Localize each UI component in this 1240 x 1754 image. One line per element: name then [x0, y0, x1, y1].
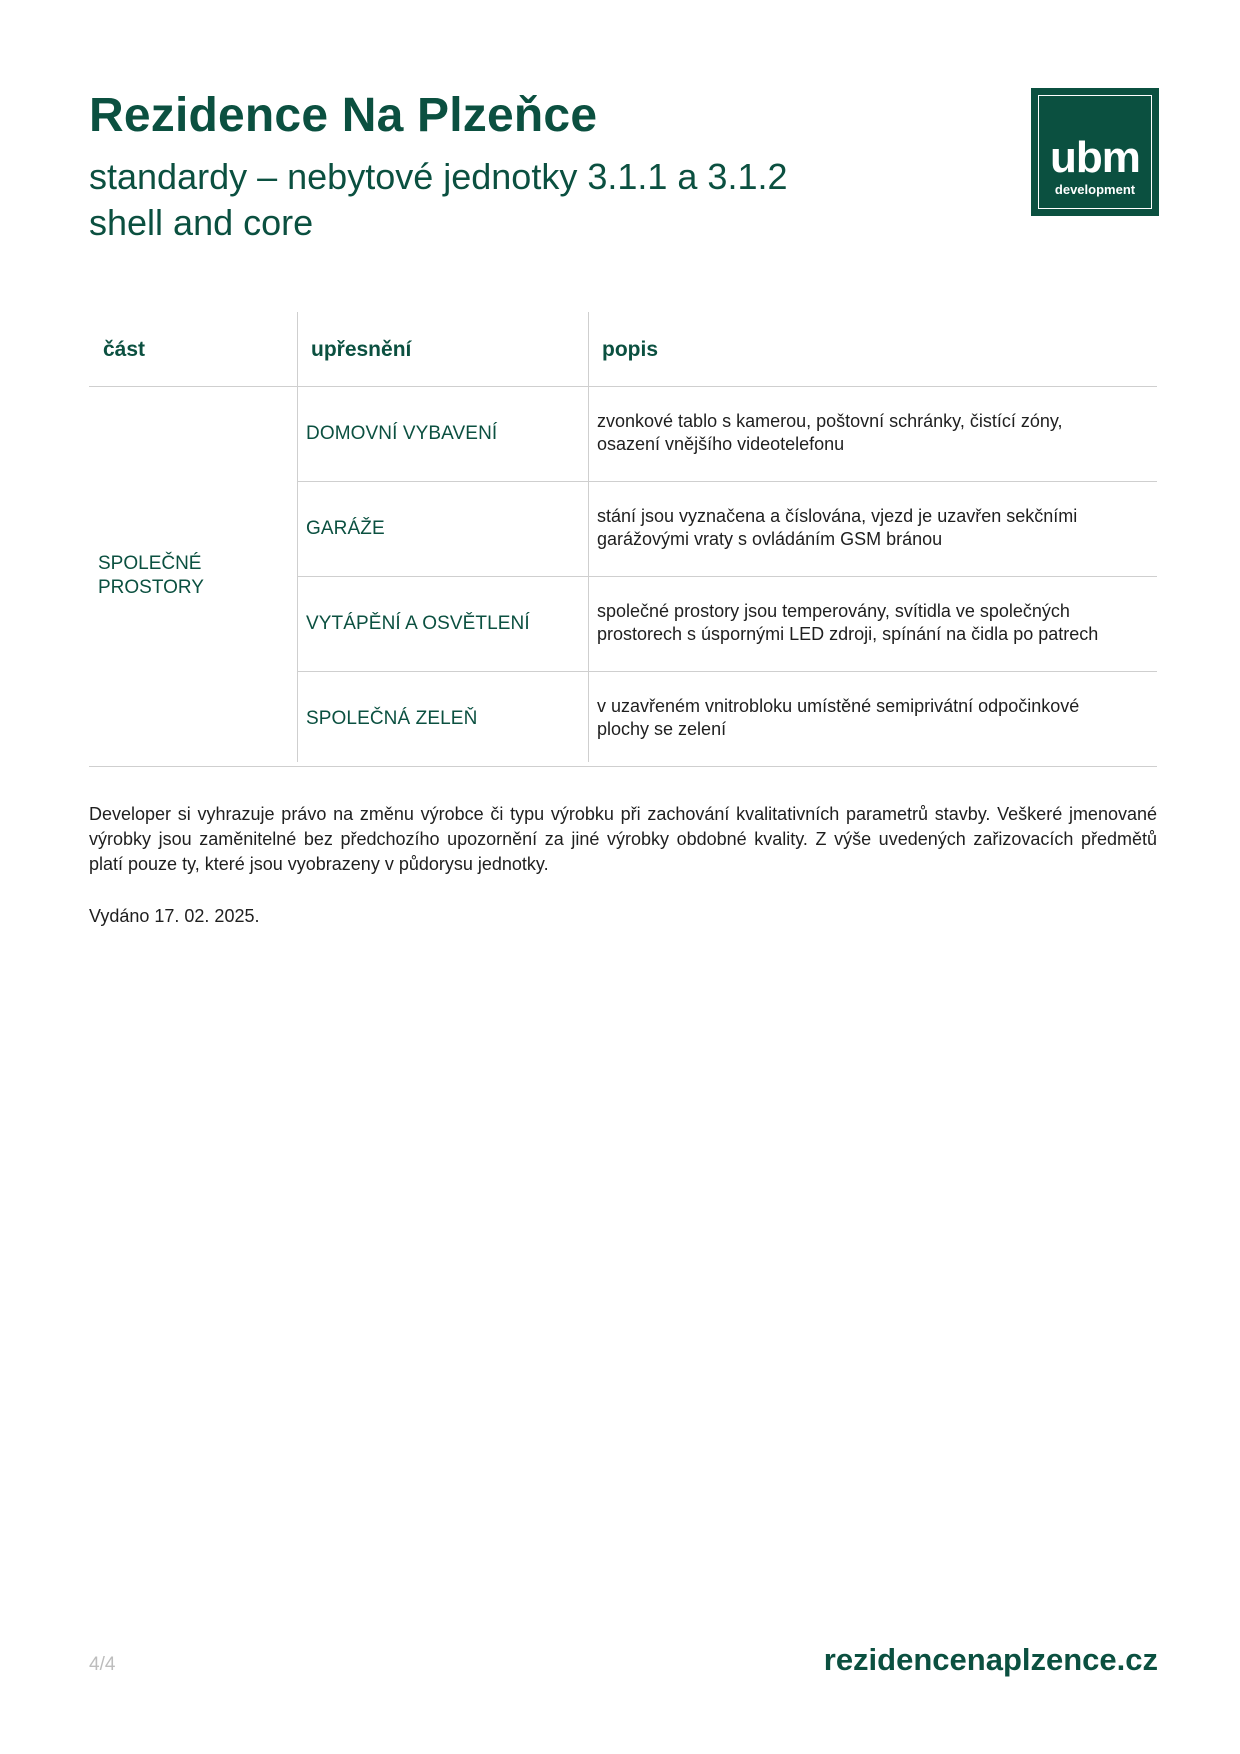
- column-divider: [588, 312, 589, 762]
- popis-line: prostorech s úspornými LED zdroji, spínání na čidla po patrech: [597, 624, 1099, 644]
- row-popis: [597, 505, 1157, 551]
- section-label: [98, 552, 204, 600]
- popis-line: osazení vnějšího videotelefonu: [597, 434, 845, 454]
- page-title: Rezidence Na Plzeňce: [89, 89, 598, 142]
- popis-line: společné prostory jsou temperovány, svítidla ve společných: [597, 601, 1070, 621]
- issue-date: Vydáno 17. 02. 2025.: [89, 906, 260, 926]
- subtitle-line-2: shell and core: [89, 202, 314, 243]
- page-number: 4/4: [89, 1654, 116, 1675]
- row-popis: [597, 600, 1157, 646]
- subtitle-line-1: standardy – nebytové jednotky 3.1.1 a 3.1.2: [89, 156, 788, 197]
- row-popis: [597, 695, 1157, 741]
- column-header-cast: část: [103, 338, 146, 361]
- column-divider: [297, 312, 298, 762]
- row-upresneni: SPOLEČNÁ ZELEŇ: [306, 708, 478, 729]
- page-subtitle: [89, 154, 787, 246]
- standards-table: [89, 312, 1157, 762]
- popis-line: plochy se zelení: [597, 719, 727, 739]
- column-header-upresneni: upřesnění: [311, 338, 412, 361]
- row-rule: [297, 671, 1157, 672]
- table-bottom-rule: [89, 766, 1157, 767]
- section-label-line-1: SPOLEČNÉ: [98, 553, 202, 574]
- row-upresneni: DOMOVNÍ VYBAVENÍ: [306, 423, 498, 444]
- popis-line: v uzavřeném vnitrobloku umístěné semiprivátní odpočinkové: [597, 696, 1080, 716]
- popis-line: stání jsou vyznačena a číslována, vjezd je uzavřen sekčními: [597, 506, 1078, 526]
- row-rule: [297, 576, 1157, 577]
- website-link[interactable]: rezidencenaplzence.cz: [823, 1642, 1158, 1677]
- row-rule: [297, 481, 1157, 482]
- popis-line: zvonkové tablo s kamerou, poštovní schránky, čistící zóny,: [597, 411, 1063, 431]
- popis-line: garážovými vraty s ovládáním GSM bránou: [597, 529, 943, 549]
- ubm-development-logo: [1031, 88, 1159, 216]
- row-upresneni: GARÁŽE: [306, 518, 385, 539]
- logo-subtitle: development: [1054, 182, 1136, 197]
- disclaimer-note: Developer si vyhrazuje právo na změnu výrobce či typu výrobku při zachování kvalitativních parametrů stavby. Veškeré jmenované výrobky jsou zaměnitelné bez předchozího upozornění za jiné výrobky obdobné kvality. Z výše uvedených zařizovacích předmětů platí pouze ty, které jsou vyobrazeny v půdorysu jednotky.: [89, 804, 1157, 874]
- row-upresneni: VYTÁPĚNÍ A OSVĚTLENÍ: [306, 613, 530, 634]
- logo-wordmark: ubm: [1050, 133, 1140, 182]
- column-header-popis: popis: [602, 338, 658, 361]
- section-label-line-2: PROSTORY: [98, 577, 204, 598]
- header-rule: [89, 386, 1157, 387]
- row-popis: [597, 410, 1157, 456]
